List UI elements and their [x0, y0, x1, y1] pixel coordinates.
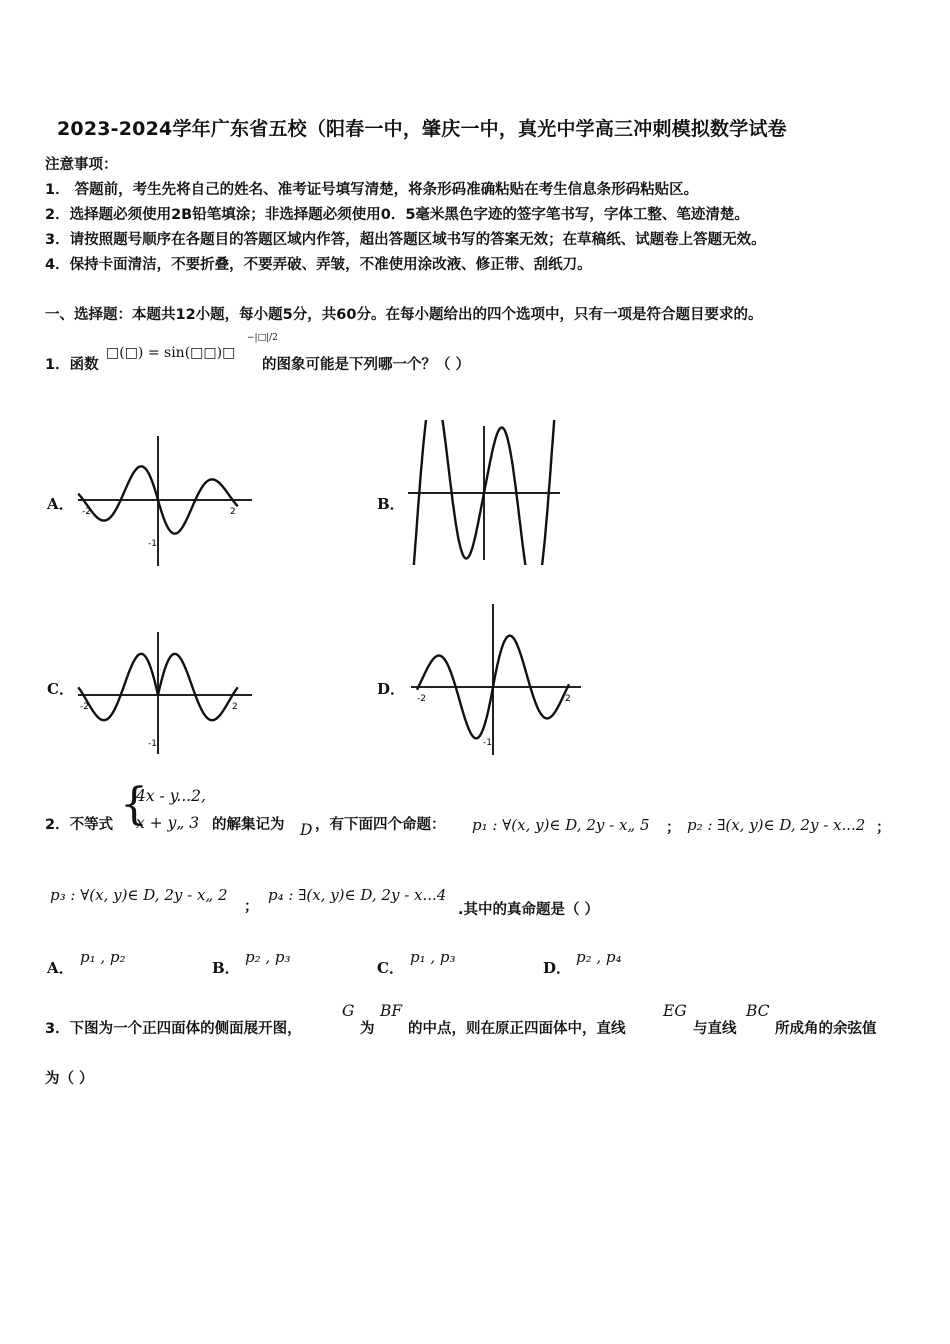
- q2-tail: .其中的真命题是（ ）: [458, 902, 600, 918]
- q1-prefix: 1．函数: [45, 357, 99, 373]
- q2-proposition-p3: p₃ : ∀(x, y)∈ D, 2y - x„ 2: [50, 886, 228, 904]
- q1-formula-exponent: −|□|/2: [247, 333, 278, 343]
- axis-tick-label: -1: [148, 539, 157, 549]
- q2-separator: ；: [666, 820, 681, 836]
- q1-option-c-label[interactable]: C．: [47, 680, 74, 698]
- q3-point-g: G: [342, 1002, 355, 1020]
- q2-separator: ；: [244, 899, 259, 915]
- q2-prefix: 2．不等式: [45, 817, 114, 833]
- q2-proposition-p1: p₁ : ∀(x, y)∈ D, 2y - x„ 5: [472, 816, 650, 834]
- q2-option-c-value[interactable]: p₁ , p₃: [410, 948, 456, 966]
- q1-suffix: 的图象可能是下列哪一个？（ ）: [262, 357, 471, 373]
- q3-segment-bf: BF: [380, 1002, 403, 1020]
- notice-item: 2．选择题必须使用2B铅笔填涂；非选择题必须使用0．5毫米黑色字迹的签字笔书写，字体工整、笔迹清楚。: [45, 207, 749, 223]
- q1-option-b-graph: [400, 420, 570, 565]
- q3-text: 为: [360, 1021, 375, 1037]
- q2-inequality-2: x + y„ 3: [136, 814, 200, 832]
- axis-tick-label: 2: [565, 694, 571, 704]
- q2-text: 的解集记为: [212, 817, 285, 833]
- axis-tick-label: 2: [230, 507, 236, 517]
- axis-tick-label: -1: [148, 739, 157, 749]
- q1-option-d-label[interactable]: D．: [377, 680, 406, 698]
- q1-option-a-graph: [72, 428, 257, 568]
- q2-text: ，有下面四个命题：: [315, 817, 446, 833]
- system-brace: {: [120, 779, 148, 830]
- notice-item: 3．请按照题号顺序在各题目的答题区域内作答，超出答题区域书写的答案无效；在草稿纸、试题卷上答题无效。: [45, 232, 766, 248]
- q2-option-d-label[interactable]: D．: [543, 959, 572, 977]
- q2-option-b-label[interactable]: B．: [212, 959, 240, 977]
- q2-inequality-1: 4x - y...2,: [136, 787, 206, 805]
- q2-set-d: D: [300, 821, 313, 839]
- q1-option-c-graph: [72, 628, 257, 758]
- q1-option-d-graph: [405, 600, 585, 760]
- q2-option-b-value[interactable]: p₂ , p₃: [245, 948, 291, 966]
- q3-text: 的中点，则在原正四面体中，直线: [408, 1021, 626, 1037]
- q3-line-eg: EG: [663, 1002, 687, 1020]
- axis-tick-label: -1: [483, 738, 492, 748]
- axis-tick-label: -2: [417, 694, 426, 704]
- q2-proposition-p4: p₄ : ∃(x, y)∈ D, 2y - x...4: [268, 886, 447, 904]
- notice-item: 4．保持卡面清洁，不要折叠，不要弄破、弄皱，不准使用涂改液、修正带、刮纸刀。: [45, 257, 592, 273]
- q2-option-d-value[interactable]: p₂ , p₄: [576, 948, 622, 966]
- q3-line-bc: BC: [746, 1002, 770, 1020]
- q3-prefix: 3．下图为一个正四面体的侧面展开图，: [45, 1021, 302, 1037]
- q1-option-a-label[interactable]: A．: [47, 495, 74, 513]
- q1-option-b-label[interactable]: B．: [377, 495, 405, 513]
- axis-tick-label: -2: [82, 507, 91, 517]
- section-heading: 一、选择题：本题共12小题，每小题5分，共60分。在每小题给出的四个选项中，只有一项是符合题目要求的。: [45, 307, 763, 323]
- axis-tick-label: -2: [80, 702, 89, 712]
- q3-text: 所成角的余弦值: [775, 1021, 877, 1037]
- q2-option-a-label[interactable]: A．: [47, 959, 74, 977]
- notice-heading: 注意事项：: [45, 157, 118, 173]
- q2-option-a-value[interactable]: p₁ , p₂: [80, 948, 126, 966]
- q3-text: 与直线: [693, 1021, 737, 1037]
- q2-separator: ；: [876, 820, 891, 836]
- notice-item: 1． 答题前，考生先将自己的姓名、准考证号填写清楚，将条形码准确粘贴在考生信息条形码粘贴区。: [45, 182, 699, 198]
- q2-proposition-p2: p₂ : ∃(x, y)∈ D, 2y - x...2: [687, 816, 866, 834]
- q1-formula: □(□) = sin(□□)□: [106, 345, 236, 361]
- page-title: 2023-2024学年广东省五校（阳春一中，肇庆一中，真光中学高三冲刺模拟数学试卷: [57, 118, 787, 140]
- q2-option-c-label[interactable]: C．: [377, 959, 404, 977]
- axis-tick-label: 2: [232, 702, 238, 712]
- q3-line2: 为（ ）: [45, 1071, 94, 1087]
